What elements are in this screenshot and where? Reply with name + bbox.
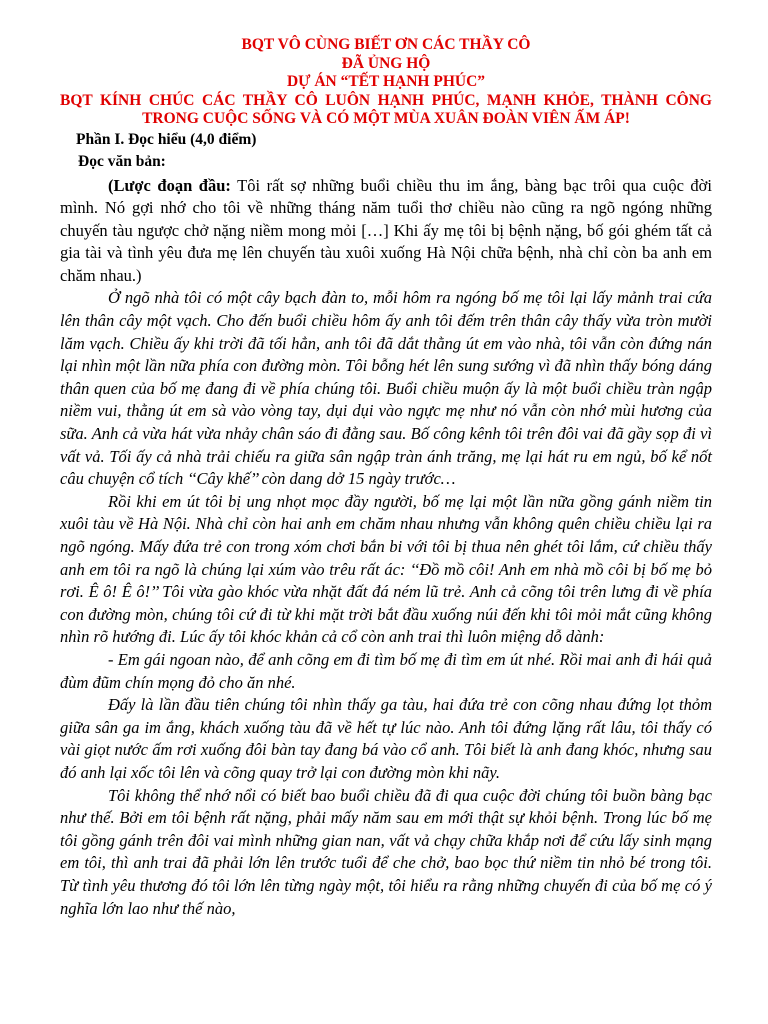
intro-label: (Lược đoạn đầu: xyxy=(108,175,231,195)
intro-paragraph xyxy=(60,175,712,288)
banner-line-project: DỰ ÁN “TẾT HẠNH PHÚC” xyxy=(286,73,486,90)
story-paragraph-5: Tôi không thể nhớ nổi có biết bao buổi chiều đã đi qua cuộc đời chúng tôi buồn bàng bạc như thế. Bởi em tôi bệnh rất nặng, phải mấy năm sau em mới thật sự khỏi bệnh. Trong lúc bố mẹ tôi gồng gánh trên đôi vai mình những gian nan, vất vả chạy chữa khắp nơi để cứu lấy sinh mạng em tôi, thì anh trai đã phải lớn lên trước tuổi để che chở, bao bọc thứ niềm tin nhỏ bé trong tôi. Từ tình yêu thương đó tôi lớn lên từng ngày một, tôi hiểu ra rằng những chuyến đi của bố mẹ có ý nghĩa lớn lao như thế nào, xyxy=(60,785,712,918)
banner-wish: BQT KÍNH CHÚC CÁC THẦY CÔ LUÔN HẠNH PHÚC, MẠNH KHỎE, THÀNH CÔNG TRONG CUỘC SỐNG VÀ CÓ MỘT MÙA XUÂN ĐOÀN VIÊN ẤM ÁP! xyxy=(60,91,712,127)
section-title: Phần I. Đọc hiểu (4,0 điểm) xyxy=(76,130,257,148)
story-paragraph-4: Đấy là lần đầu tiên chúng tôi nhìn thấy ga tàu, hai đứa trẻ con cõng nhau đứng lọt thỏm giữa sân ga im ắng, khách xuống tàu đã về hết tự lúc nào. Anh tôi đứng lặng rất lâu, tôi thấy có vài giọt nước ấm rơi xuống đôi bàn tay đang bá vào cổ anh. Tôi biết là anh đang khóc, nhưng sau đó anh lại xốc tôi lên và cõng quay trở lại con đường mòn khi nãy. xyxy=(60,695,712,782)
story-paragraph-1: Ở ngõ nhà tôi có một cây bạch đàn to, mỗi hôm ra ngóng bố mẹ tôi lại lấy mảnh trai cứa lên thân cây một vạch. Cho đến buổi chiều hôm ấy anh tôi đếm trên thân cây thấy vừa tròn mười lăm vạch. Chiều ấy khi trời đã tối hẳn, anh tôi đã dắt thằng út em vào nhà, tôi vẫn còn đứng nán lại nhìn một lần nữa phía con đường mòn. Tôi bỗng hét lên sung sướng vì đã nhìn thấy bóng dáng thân quen của bố mẹ đang đi về phía chúng tôi. Buổi chiều muộn ấy là một buổi chiều tràn ngập niềm vui, thằng út em sà vào vòng tay, dụi dụi vào ngực mẹ như nó vẫn còn nhớ mùi hương của sữa. Anh cả vừa hát vừa nhảy chân sáo đi đằng sau. Bố công kênh tôi trên đôi vai đã gầy sọp đi vì vất vả. Tối ấy cả nhà trải chiếu ra giữa sân ngập tràn ánh trăng, mẹ lại hát ru em ngủ, bố kể nốt câu chuyện cổ tích ‘‘Cây khế’’ còn dang dở 15 ngày trước… xyxy=(60,288,712,489)
section-subtitle: Đọc văn bản: xyxy=(78,152,166,170)
intro-text: Tôi rất sợ những buổi chiều thu im ắng, bàng bạc trôi qua cuộc đời mình. Nó gợi nhớ cho tôi về những tháng năm tuổi thơ chiều nào cũng ra ngõ ngóng những chuyến tàu ngược chở nặng niềm mong mỏi […] Khi ấy mẹ tôi bị bệnh nặng, bố gói ghém tất cả gia tài và tình yêu đưa mẹ lên chuyến tàu xuôi xuống Hà Nội chữa bệnh, nhà chỉ còn ba anh em chăm nhau.) xyxy=(60,175,712,285)
story-paragraph-3: - Em gái ngoan nào, để anh cõng em đi tìm bố mẹ đi tìm em út nhé. Rồi mai anh đi hái quả đùm đũm chín mọng đỏ cho ăn nhé. xyxy=(60,649,712,692)
story-paragraph-2: Rồi khi em út tôi bị ung nhọt mọc đầy người, bố mẹ lại một lần nữa gồng gánh niềm tin xuôi tàu về Hà Nội. Nhà chỉ còn hai anh em chăm nhau nhưng vẫn không quên chiều chiều lại ra ngõ ngóng. Mấy đứa trẻ con trong xóm chơi bắn bi với tôi bị thua nên ghét tôi lắm, cứ chiều thấy anh em tôi ra ngõ là chúng lại xúm vào trêu rất ác: ‘‘Đồ mồ côi! Anh em nhà mồ côi bị bố mẹ bỏ rơi. Ê ô! Ê ô!’’ Tôi vừa gào khóc vừa nhặt đất đá ném lũ trẻ. Anh cả cõng tôi trên lưng đi về phía con đường mòn, chúng tôi cứ đi từ khi mặt trời bắt đầu xuống núi đến khi tôi mỏi mắt cũng không nhìn rõ hướng đi. Lúc ấy tôi khóc khản cả cổ còn anh trai thì luôn miệng dỗ dành: xyxy=(60,491,712,647)
document-page xyxy=(60,0,712,920)
banner-line-support: ĐÃ ỦNG HỘ xyxy=(341,54,431,72)
banner-line-thanks: BQT VÔ CÙNG BIẾT ƠN CÁC THẦY CÔ xyxy=(241,36,531,53)
